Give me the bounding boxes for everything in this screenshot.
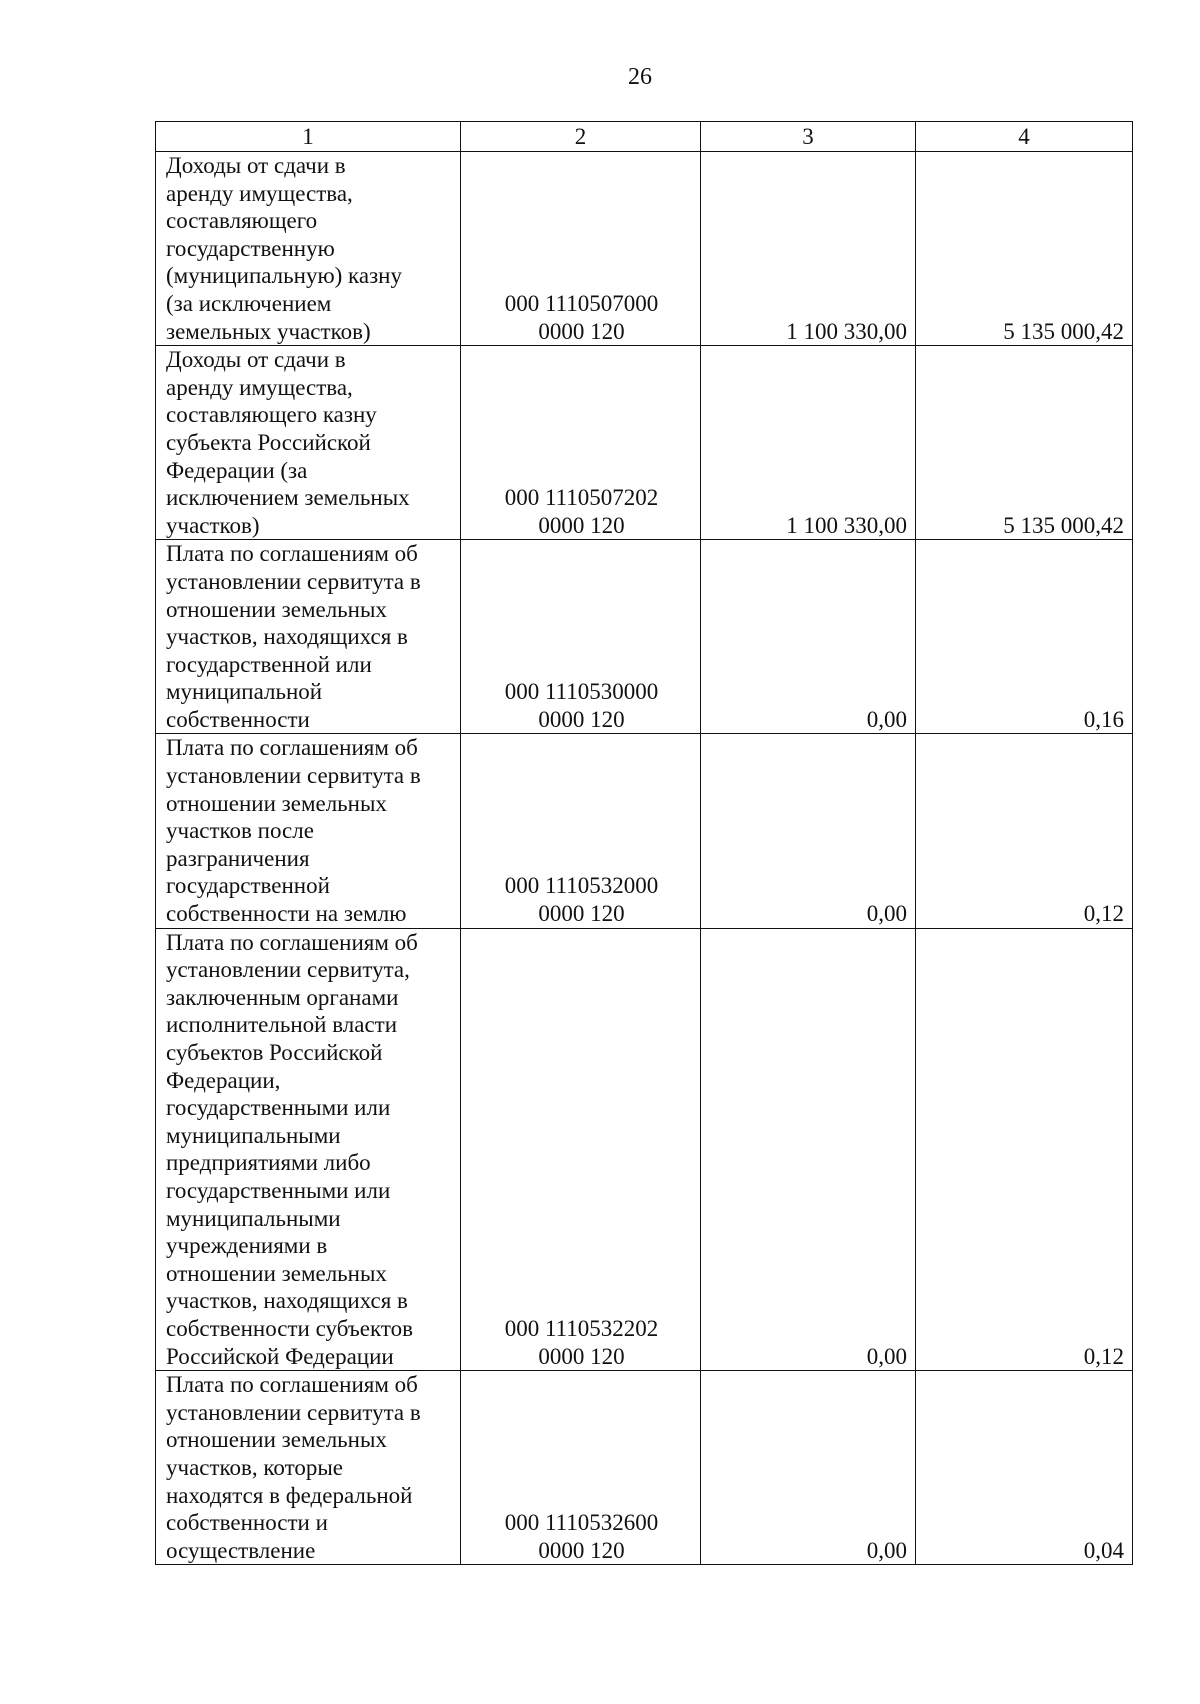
amount-col4-cell: 0,04	[916, 1371, 1133, 1565]
amount-col3-cell: 1 100 330,00	[701, 346, 916, 540]
income-name-cell: Плата по соглашениям об установлении сервитута в отношении земельных участков, находящихся в государственной или муниципальной собственности	[156, 540, 461, 734]
amount-col4-cell: 0,16	[916, 540, 1133, 734]
amount-col3-cell: 1 100 330,00	[701, 152, 916, 346]
income-name-cell: Доходы от сдачи в аренду имущества, составляющего казну субъекта Российской Федерации (за исключением земельных участков)	[156, 346, 461, 540]
amount-col3-cell: 0,00	[701, 540, 916, 734]
budget-code-cell: 000 1110530000 0000 120	[461, 540, 701, 734]
amount-col3-cell: 0,00	[701, 1371, 916, 1565]
page-number: 26	[628, 64, 652, 90]
amount-col4-cell: 0,12	[916, 928, 1133, 1371]
table-row	[156, 1371, 1133, 1565]
amount-col3-cell: 0,00	[701, 928, 916, 1371]
table-row	[156, 928, 1133, 1371]
table-row	[156, 152, 1133, 346]
amount-col4-cell: 0,12	[916, 734, 1133, 928]
budget-code-cell: 000 1110532202 0000 120	[461, 928, 701, 1371]
income-name-cell: Доходы от сдачи в аренду имущества, составляющего государственную (муниципальную) казну (за исключением земельных участков)	[156, 152, 461, 346]
budget-code-cell: 000 1110507000 0000 120	[461, 152, 701, 346]
table-row	[156, 734, 1133, 928]
table-row	[156, 346, 1133, 540]
amount-col3-cell: 0,00	[701, 734, 916, 928]
income-name-cell: Плата по соглашениям об установлении сервитута, заключенным органами исполнительной власти субъектов Российской Федерации, государственными или муниципальными предприятиями либо государственными или муниципальными учреждениями в отношении земельных участков, находящихся в собственности субъектов Российской Федерации	[156, 928, 461, 1371]
column-header-1: 1	[156, 122, 461, 152]
budget-code-cell: 000 1110532600 0000 120	[461, 1371, 701, 1565]
amount-col4-cell: 5 135 000,42	[916, 152, 1133, 346]
income-name-cell: Плата по соглашениям об установлении сервитута в отношении земельных участков после разграничения государственной собственности на землю	[156, 734, 461, 928]
column-header-3: 3	[701, 122, 916, 152]
table-header-row	[156, 122, 1133, 152]
budget-code-cell: 000 1110532000 0000 120	[461, 734, 701, 928]
table-row	[156, 540, 1133, 734]
budget-code-cell: 000 1110507202 0000 120	[461, 346, 701, 540]
income-name-cell: Плата по соглашениям об установлении сервитута в отношении земельных участков, которые находятся в федеральной собственности и осуществление	[156, 1371, 461, 1565]
budget-table	[155, 121, 1133, 1565]
column-header-4: 4	[916, 122, 1133, 152]
amount-col4-cell: 5 135 000,42	[916, 346, 1133, 540]
column-header-2: 2	[461, 122, 701, 152]
